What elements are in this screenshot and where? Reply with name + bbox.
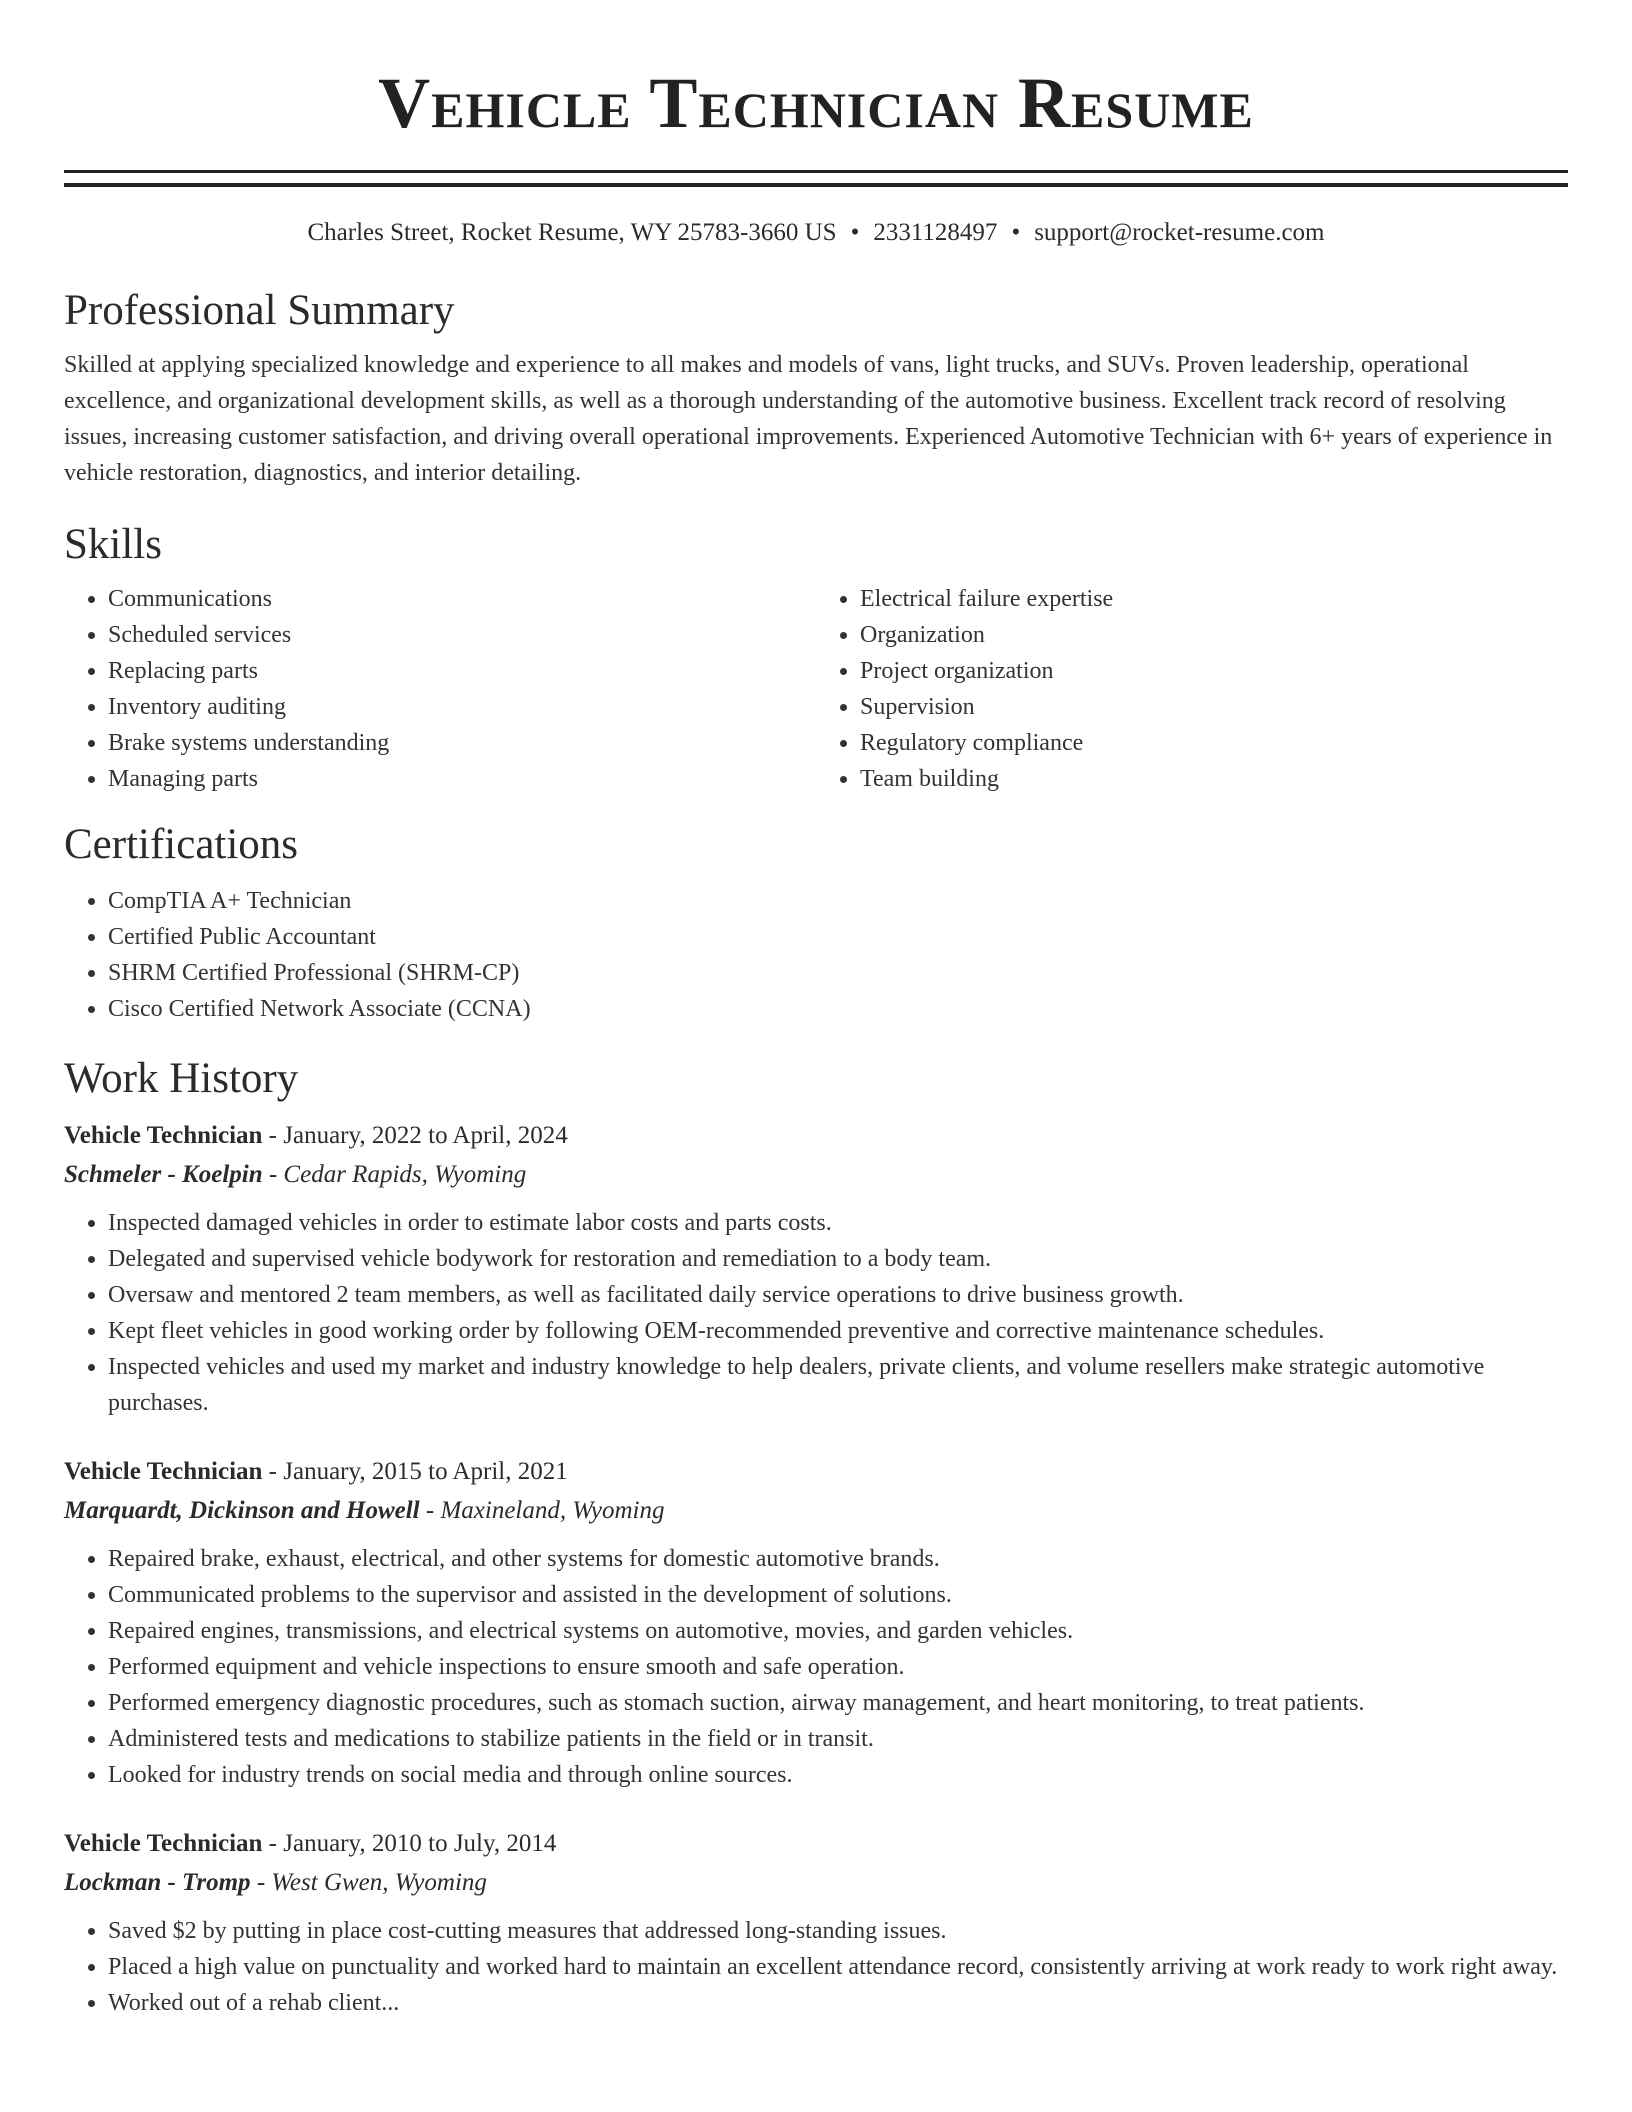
- work-history-heading: Work History: [64, 1055, 299, 1102]
- contact-address: Charles Street, Rocket Resume, WY 25783-3660 US: [307, 219, 837, 246]
- job-title-line: [64, 1453, 1568, 1491]
- job-dates: - January, 2010 to July, 2014: [262, 1830, 557, 1857]
- certifications-list: [64, 883, 1568, 1027]
- summary-heading: Professional Summary: [64, 287, 455, 334]
- skill-item: • Team building: [860, 761, 1568, 797]
- job-location: - West Gwen, Wyoming: [250, 1869, 487, 1896]
- job-bullet: • Placed a high value on punctuality and worked hard to maintain an excellent attendance record, consistently arriving at work ready to work right away.: [108, 1949, 1568, 1985]
- skill-item: • Supervision: [860, 689, 1568, 725]
- skills-list-right: [816, 581, 1568, 797]
- job-employer: Schmeler - Koelpin: [64, 1161, 263, 1188]
- job-location: - Maxineland, Wyoming: [419, 1497, 665, 1524]
- certification-item: • CompTIA A+ Technician: [108, 883, 1568, 919]
- contact-separator: •: [1011, 219, 1021, 246]
- skill-item: • Electrical failure expertise: [860, 581, 1568, 617]
- skill-item: • Regulatory compliance: [860, 725, 1568, 761]
- resume-title: Vehicle Technician Resume: [378, 63, 1254, 143]
- job-employer-line: [64, 1491, 1568, 1531]
- skills-list-left: [64, 581, 816, 797]
- job-title-line: [64, 1117, 1568, 1155]
- skill-item: • Project organization: [860, 653, 1568, 689]
- job-dates: - January, 2015 to April, 2021: [262, 1458, 568, 1485]
- job-bullet: • Oversaw and mentored 2 team members, as well as facilitated daily service operations to drive business growth.: [108, 1277, 1568, 1313]
- job-bullet: • Delegated and supervised vehicle bodywork for restoration and remediation to a body team.: [108, 1241, 1568, 1277]
- title-divider: [64, 170, 1568, 187]
- job-bullet: • Worked out of a rehab client...: [108, 1985, 1568, 2021]
- job-employer-line: [64, 1155, 1568, 1195]
- job-employer-line: [64, 1863, 1568, 1903]
- job-location: - Cedar Rapids, Wyoming: [262, 1161, 527, 1188]
- job-bullets: [64, 1205, 1568, 1421]
- job-bullet: • Repaired brake, exhaust, electrical, and other systems for domestic automotive brands.: [108, 1541, 1568, 1577]
- skill-item: • Inventory auditing: [108, 689, 816, 725]
- job-entry: [64, 1117, 1568, 1421]
- job-title-line: [64, 1825, 1568, 1863]
- job-bullet: • Looked for industry trends on social media and through online sources.: [108, 1757, 1568, 1793]
- skill-item: • Managing parts: [108, 761, 816, 797]
- job-employer: Marquardt, Dickinson and Howell: [64, 1497, 420, 1524]
- job-bullet: • Performed emergency diagnostic procedures, such as stomach suction, airway management, and heart monitoring, to treat patients.: [108, 1685, 1568, 1721]
- skill-item: • Replacing parts: [108, 653, 816, 689]
- job-bullets: [64, 1541, 1568, 1793]
- skills-heading: Skills: [64, 521, 162, 568]
- job-title: Vehicle Technician: [64, 1830, 263, 1857]
- certification-item: • Cisco Certified Network Associate (CCNA): [108, 991, 1568, 1027]
- job-title: Vehicle Technician: [64, 1122, 263, 1149]
- job-title: Vehicle Technician: [64, 1458, 263, 1485]
- job-bullet: • Inspected vehicles and used my market and industry knowledge to help dealers, private clients, and volume resellers make strategic automotive purchases.: [108, 1349, 1568, 1421]
- certification-item: • SHRM Certified Professional (SHRM-CP): [108, 955, 1568, 991]
- job-bullet: • Administered tests and medications to stabilize patients in the field or in transit.: [108, 1721, 1568, 1757]
- job-entry: [64, 1825, 1568, 2021]
- certification-item: • Certified Public Accountant: [108, 919, 1568, 955]
- skills-grid: [64, 581, 1568, 797]
- skill-item: • Communications: [108, 581, 816, 617]
- job-entry: [64, 1453, 1568, 1793]
- summary-text: Skilled at applying specialized knowledge and experience to all makes and models of vans, light trucks, and SUVs. Proven leadership, operational excellence, and organizational development skills, as well as a thorough understanding of the automotive business. Excellent track record of resolving issues, increasing customer satisfaction, and driving overall operational improvements. Experienced Automotive Technician with 6+ years of experience in vehicle restoration, diagnostics, and interior detailing.: [64, 352, 1553, 486]
- job-dates: - January, 2022 to April, 2024: [262, 1122, 568, 1149]
- certifications-heading: Certifications: [64, 821, 299, 868]
- job-bullet: • Performed equipment and vehicle inspections to ensure smooth and safe operation.: [108, 1649, 1568, 1685]
- contact-separator: •: [850, 219, 860, 246]
- contact-phone: 2331128497: [873, 219, 998, 246]
- job-bullet: • Inspected damaged vehicles in order to estimate labor costs and parts costs.: [108, 1205, 1568, 1241]
- job-employer: Lockman - Tromp: [64, 1869, 251, 1896]
- skill-item: • Brake systems understanding: [108, 725, 816, 761]
- contact-line: [64, 217, 1568, 249]
- contact-email: support@rocket-resume.com: [1034, 219, 1325, 246]
- job-bullets: [64, 1913, 1568, 2021]
- skill-item: • Scheduled services: [108, 617, 816, 653]
- job-bullet: • Communicated problems to the supervisor and assisted in the development of solutions.: [108, 1577, 1568, 1613]
- skill-item: • Organization: [860, 617, 1568, 653]
- job-bullet: • Kept fleet vehicles in good working order by following OEM-recommended preventive and corrective maintenance schedules.: [108, 1313, 1568, 1349]
- job-bullet: • Saved $2 by putting in place cost-cutting measures that addressed long-standing issues.: [108, 1913, 1568, 1949]
- job-bullet: • Repaired engines, transmissions, and electrical systems on automotive, movies, and garden vehicles.: [108, 1613, 1568, 1649]
